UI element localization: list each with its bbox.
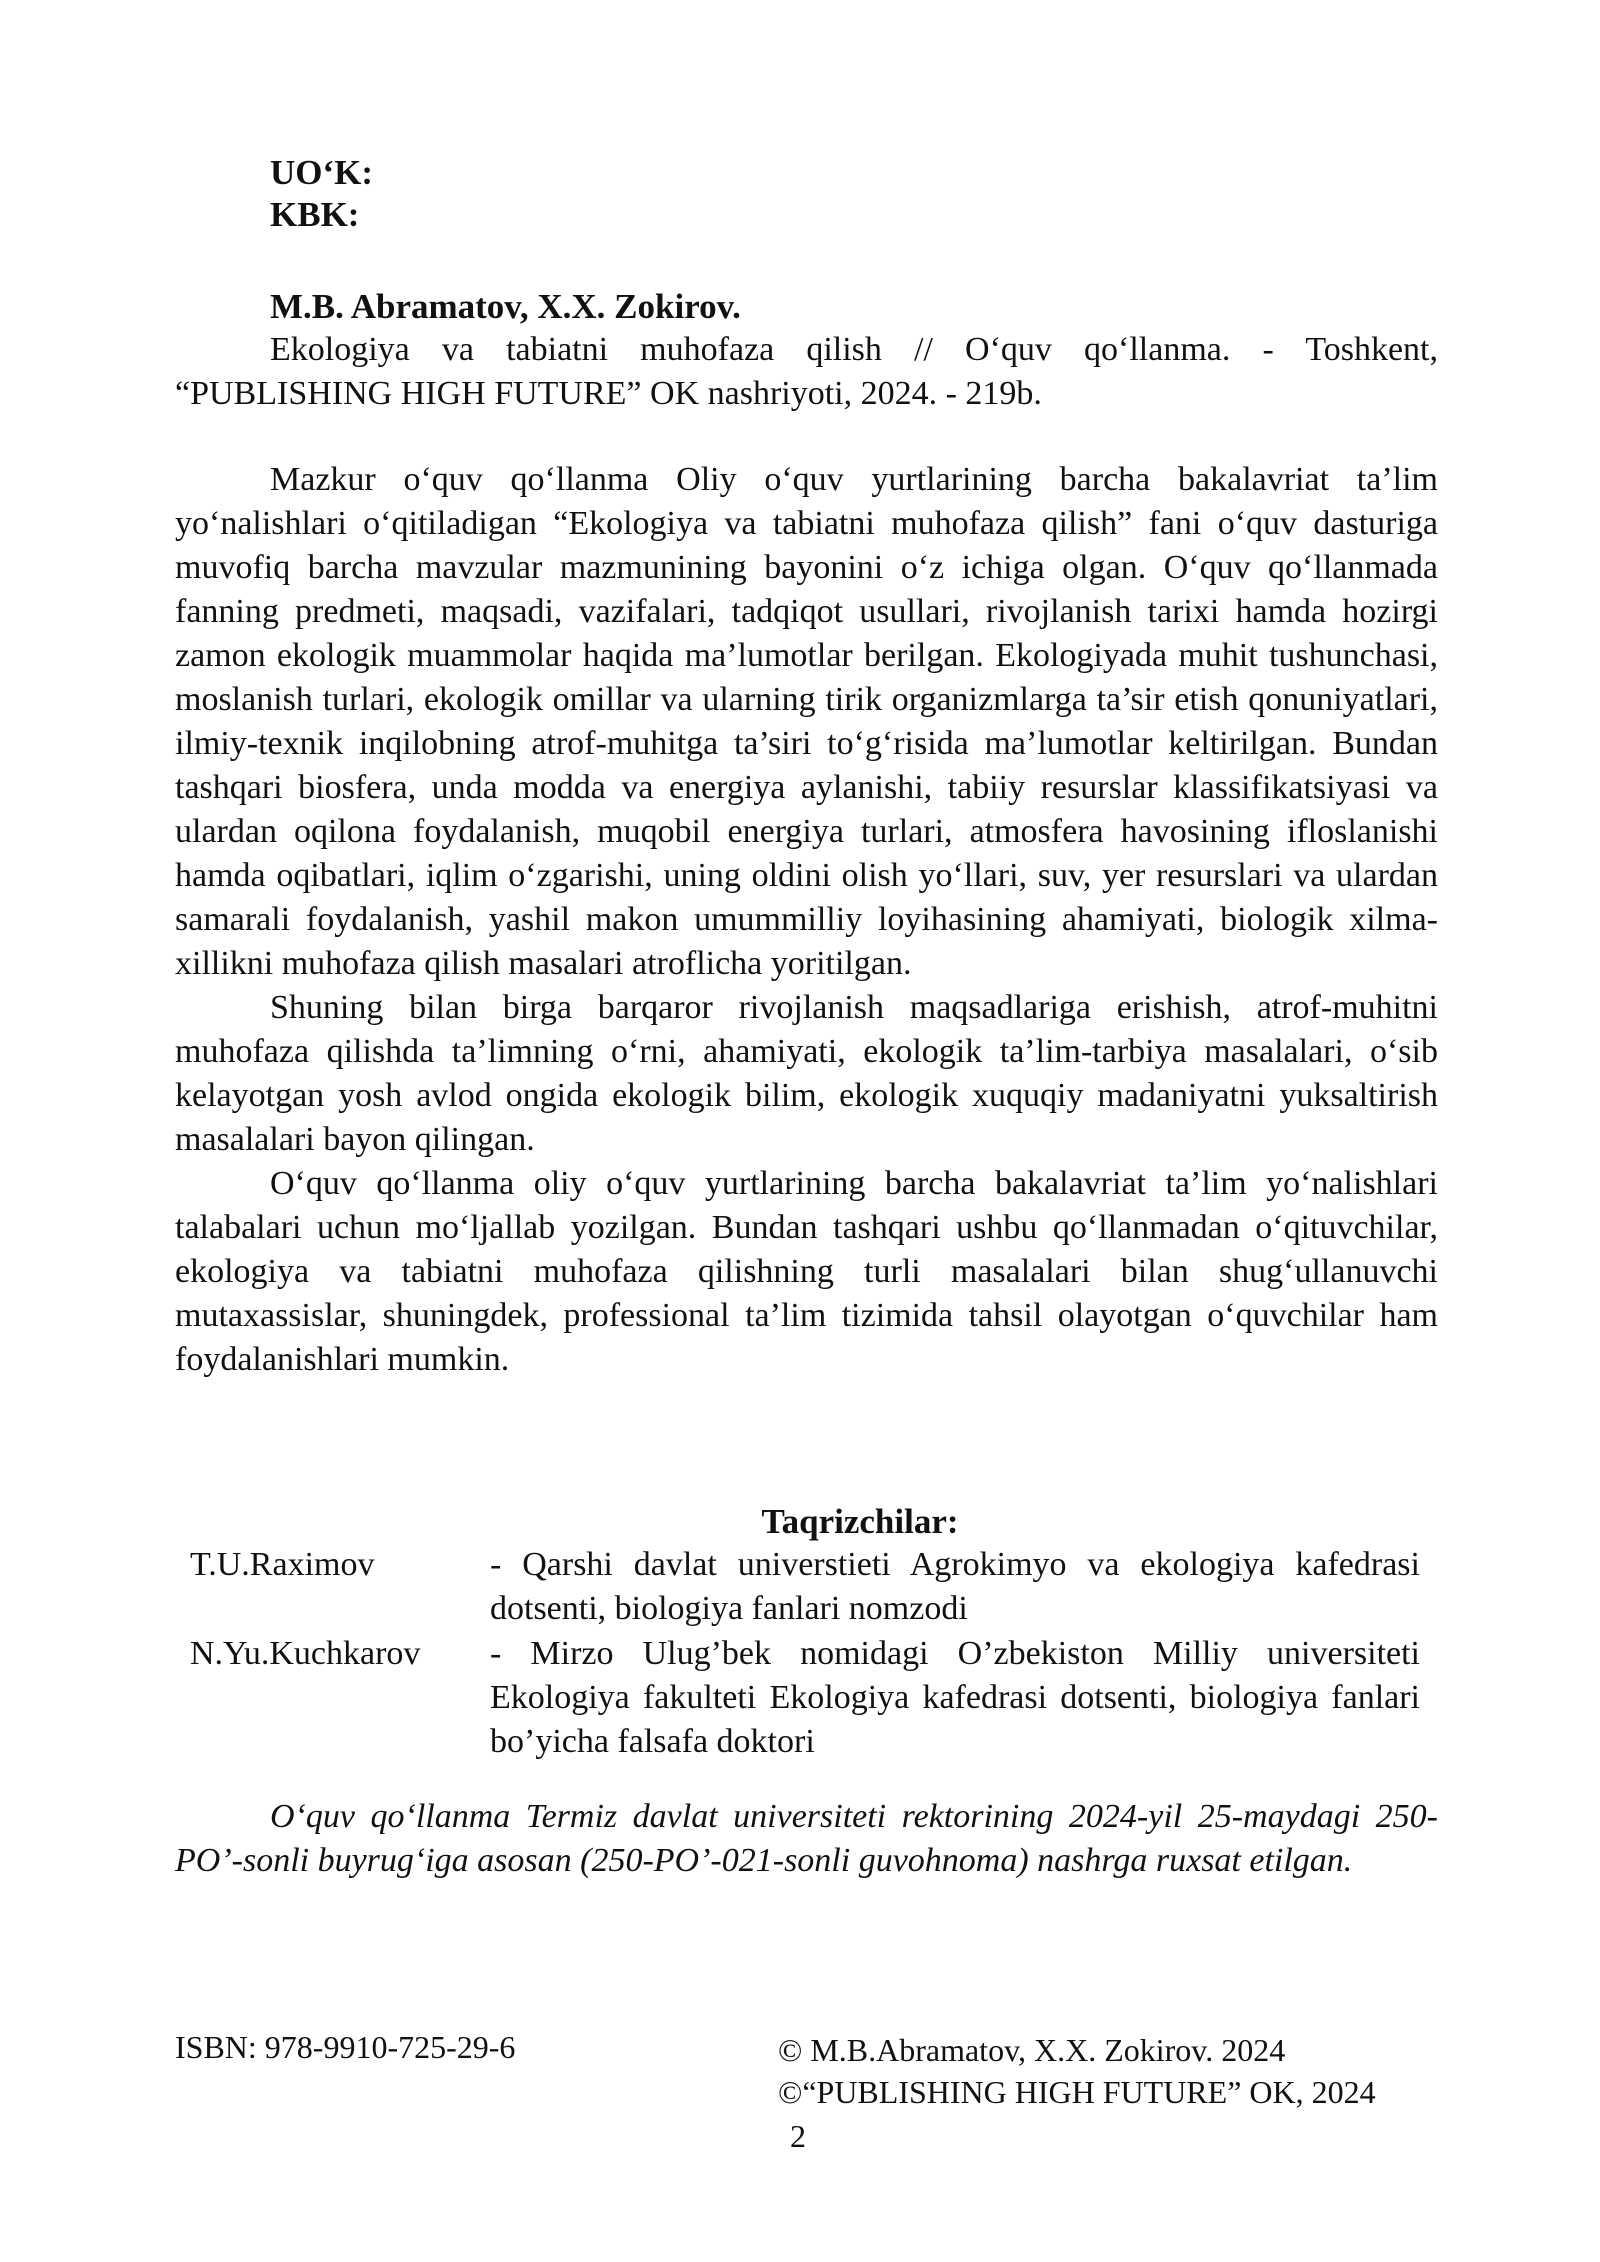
abstract-paragraph: Mazkur o‘quv qo‘llanma Oliy o‘quv yurtlarining barcha bakalavriat ta’lim yo‘nalishlari o‘qitiladigan “Ekologiya va tabiatni muhofaza qilish” fani o‘quv dasturiga muvofiq barcha mavzular mazmunining bayonini o‘z ichiga olgan. O‘quv qo‘llanmada fanning predmeti, maqsadi, vazifalari, tadqiqot usullari, rivojlanish tarixi hamda hozirgi zamon ekologik muammolar haqida ma’lumotlar berilgan. Ekologiyada muhit tushunchasi, moslanish turlari, ekologik omillar va ularning tirik organizmlarga ta’sir etish qonuniyatlari, ilmiy-texnik inqilobning atrof-muhitga ta’siri to‘g‘risida ma’lumotlar keltirilgan. Bundan tashqari biosfera, unda modda va energiya aylanishi, tabiiy resurslar klassifikatsiyasi va ulardan oqilona foydalanish, muqobil energiya turlari, atmosfera havosining ifloslanishi hamda oqibatlari, iqlim o‘zgarishi, uning oldini olish yo‘llari, suv, yer resurslari va ulardan samarali foydalanish, yashil makon umummilliy loyihasining ahamiyati, biologik xilma-xillikni muhofaza qilish masalari atroflicha yoritilgan. — [175, 461, 1438, 982]
abstract-paragraph: Shuning bilan birga barqaror rivojlanish maqsadlariga erishish, atrof-muhitni muhofaza qilishda ta’limning o‘rni, ahamiyati, ekologik ta’lim-tarbiya masalalari, o‘sib kelayotgan yosh avlod ongida ekologik bilim, ekologik xuquqiy madaniyatni yuksaltirish masalalari bayon qilingan. — [175, 989, 1438, 1158]
abstract-paragraph: O‘quv qo‘llanma oliy o‘quv yurtlarining barcha bakalavriat ta’lim yo‘nalishlari talabalari uchun mo‘ljallab yozilgan. Bundan tashqari ushbu qo‘llanmadan o‘qituvchilar, ekologiya va tabiatni muhofaza qilishning turli masalalari bilan shug‘ullanuvchi mutaxassislar, shuningdek, professional ta’lim tizimida tahsil olayotgan o‘quvchilar ham foydalanishlari mumkin. — [175, 1165, 1438, 1378]
reviewers-heading: Taqrizchilar: — [761, 1502, 959, 1541]
uok-code: UO‘K: — [270, 153, 374, 192]
copyright-authors: © M.B.Abramatov, X.X. Zokirov. 2024 — [778, 2032, 1286, 2068]
approval-note — [175, 1795, 1438, 1883]
reviewer-description: - Mirzo Ulug’bek nomidagi O’zbekiston Milliy universiteti Ekologiya fakulteti Ekologiya kafedrasi dotsenti, biologiya fanlari bo’yicha falsafa doktori — [490, 1635, 1420, 1760]
kbk-code: KBK: — [270, 195, 360, 234]
citation-block — [175, 328, 1438, 416]
isbn-line: ISBN: 978-9910-725-29-6 — [175, 2029, 516, 2065]
approval-text: O‘quv qo‘llanma Termiz davlat universiteti rektorining 2024-yil 25-maydagi 250-PO’-sonli buyrug‘iga asosan (250-PO’-021-sonli guvohnoma) nashrga ruxsat etilgan. — [175, 1798, 1438, 1879]
reviewer-description: - Qarshi davlat universtieti Agrokimyo va ekologiya kafedrasi dotsenti, biologiya fanlari nomzodi — [490, 1546, 1420, 1627]
reviewer-name: N.Yu.Kuchkarov — [190, 1635, 421, 1672]
copyright-block — [778, 2029, 1376, 2113]
authors-line: M.B. Abramatov, X.X. Zokirov. — [270, 287, 741, 326]
classification-codes — [270, 152, 373, 236]
copyright-publisher: ©“PUBLISHING HIGH FUTURE” OK, 2024 — [778, 2074, 1376, 2110]
citation-text: Ekologiya va tabiatni muhofaza qilish // O‘quv qo‘llanma. - Toshkent, “PUBLISHING HIGH FUTURE” OK nashriyoti, 2024. - 219b. — [175, 331, 1438, 412]
reviewer-name: T.U.Raximov — [190, 1546, 375, 1583]
page-number: 2 — [790, 2118, 806, 2154]
abstract-block — [175, 458, 1438, 1382]
